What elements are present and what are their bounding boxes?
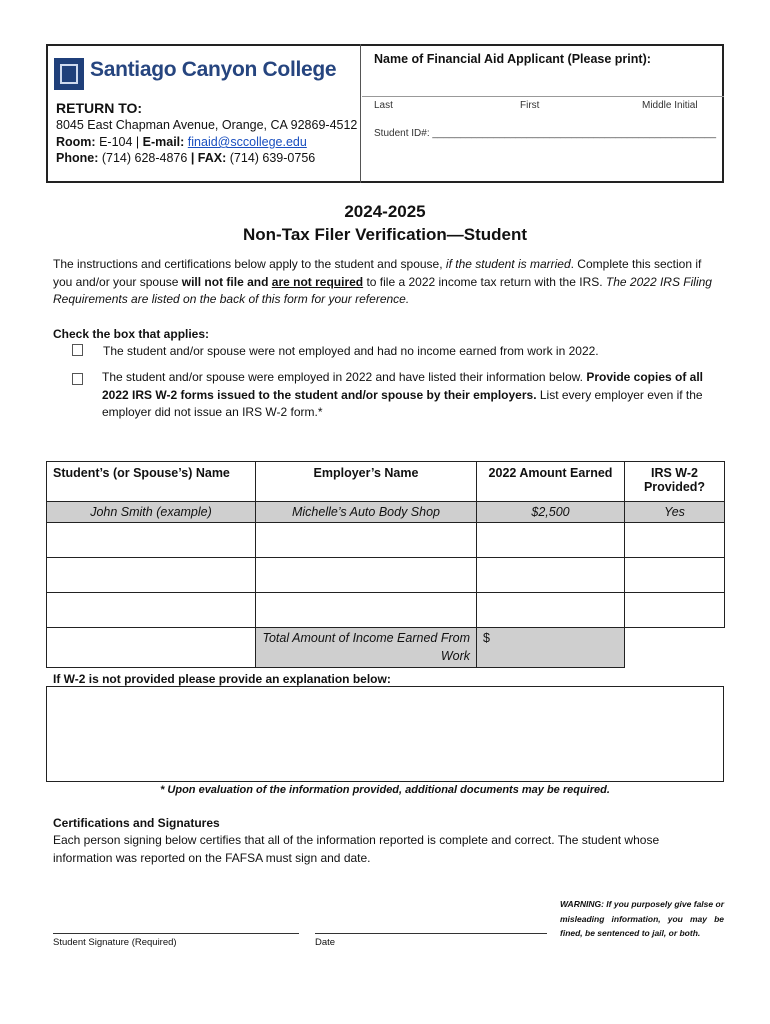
table-header-row [47, 462, 725, 502]
total-row [47, 628, 725, 668]
intro-and: and [243, 274, 272, 289]
college-name: Santiago Canyon College [90, 58, 337, 81]
intro-bold-1: will not file [181, 274, 244, 289]
example-row [47, 502, 725, 523]
room-label: Room: [56, 135, 96, 149]
option-no-income-label: The student and/or spouse were not employed and had no income earned from work in 2022. [103, 344, 599, 358]
total-empty-cell [625, 628, 725, 668]
date-label: Date [315, 937, 336, 948]
fax-label: | FAX: [190, 151, 227, 165]
evaluation-note: * Upon evaluation of the information provided, additional documents may be required. [160, 784, 610, 796]
example-student-name: John Smith (example) [47, 502, 256, 523]
option-employed-start: The student and/or spouse were employed in 2022 and have listed their information below. [102, 370, 587, 384]
col-amount-earned: 2022 Amount Earned [477, 462, 625, 502]
option-employed[interactable] [72, 369, 722, 422]
warning-text: WARNING: If you purposely give false or misleading information, you may be fined, be sentenced to jail, or both. [560, 899, 724, 938]
w2-provided-cell[interactable] [625, 523, 725, 558]
phone-value: (714) 628-4876 [101, 151, 188, 165]
applicant-name-title: Name of Financial Aid Applicant (Please print): [374, 52, 651, 66]
total-currency: $ [483, 631, 490, 645]
intro-text-1: The instructions and certifications below apply to the student and spouse, [53, 257, 446, 271]
form-year: 2024-2025 [344, 202, 426, 221]
student-name-cell[interactable] [47, 558, 256, 593]
intro-italic-3: The 2022 IRS Filing Requirements are listed on the back of this form for your reference. [53, 274, 712, 306]
email-link[interactable]: finaid@sccollege.edu [187, 135, 307, 149]
intro-text-2: . Complete this section if you and/or your spouse [53, 257, 702, 289]
fax-value: (714) 639-0756 [229, 151, 316, 165]
intro-text-3: to file a 2022 income tax return with the IRS. [363, 274, 606, 289]
certifications-text: Each person signing below certifies that all of the information reported is complete and correct. The student whose information was reported on the FAFSA must sign and date. [53, 833, 660, 865]
header-divider [360, 44, 361, 183]
address: 8045 East Chapman Avenue, Orange, CA 92869-4512 [56, 118, 358, 132]
total-blank-cell [47, 628, 256, 668]
table-row [47, 593, 725, 628]
employer-name-cell[interactable] [256, 558, 477, 593]
col-employer-name: Employer’s Name [256, 462, 477, 502]
example-amount: $2,500 [477, 502, 625, 523]
option-employed-bold: Provide copies of all 2022 IRS W-2 forms issued to the student and/or spouse by their employers. [102, 370, 704, 402]
return-to-label: RETURN TO: [56, 100, 143, 116]
total-label: Total Amount of Income Earned From Work [256, 628, 477, 668]
applicant-name-field[interactable] [362, 96, 724, 97]
phone-fax-line [56, 150, 315, 166]
col-student-name: Student’s (or Spouse’s) Name [47, 462, 256, 502]
amount-cell[interactable] [477, 558, 625, 593]
check-heading: Check the box that applies: [53, 327, 210, 341]
option-employed-end: List every employer even if the employer did not issue an IRS W-2 form.* [102, 387, 703, 419]
amount-cell[interactable] [477, 593, 625, 628]
checkbox-employed[interactable] [72, 373, 83, 385]
intro-bold-2: are not required [271, 274, 364, 289]
first-name-label: First [520, 100, 540, 111]
w2-provided-cell[interactable] [625, 593, 725, 628]
example-w2-provided: Yes [625, 502, 725, 523]
checkbox-no-income[interactable] [72, 344, 83, 356]
student-name-cell[interactable] [47, 593, 256, 628]
explanation-prompt: If W-2 is not provided please provide an explanation below: [53, 672, 391, 686]
middle-initial-label: Middle Initial [642, 100, 698, 111]
form-title: Non-Tax Filer Verification—Student [243, 225, 527, 244]
table-row [47, 558, 725, 593]
student-signature-label: Student Signature (Required) [53, 937, 177, 948]
college-logo-icon [54, 58, 84, 90]
student-signature-line[interactable] [53, 933, 299, 934]
option-no-income[interactable] [72, 343, 722, 361]
date-line[interactable] [315, 933, 547, 934]
intro-paragraph [53, 256, 723, 309]
email-label: E-mail: [142, 135, 185, 149]
employer-table [46, 461, 725, 668]
w2-provided-cell[interactable] [625, 558, 725, 593]
last-name-label: Last [374, 100, 393, 111]
example-employer-name: Michelle’s Auto Body Shop [256, 502, 477, 523]
employer-name-cell[interactable] [256, 593, 477, 628]
amount-cell[interactable] [477, 523, 625, 558]
table-row [47, 523, 725, 558]
employer-name-cell[interactable] [256, 523, 477, 558]
col-w2-provided: IRS W-2 Provided? [625, 462, 725, 502]
student-id-field[interactable]: Student ID#: ___________________________________________________ [374, 128, 717, 139]
total-amount-cell[interactable] [477, 628, 625, 668]
certifications-heading: Certifications and Signatures [53, 816, 220, 830]
room-email-line [56, 134, 307, 150]
explanation-textbox[interactable] [46, 686, 724, 782]
option-employed-text [102, 369, 722, 422]
student-name-cell[interactable] [47, 523, 256, 558]
room-value: E-104 | [99, 135, 140, 149]
phone-label: Phone: [56, 151, 99, 165]
intro-italic-1: if the student is married [445, 257, 571, 271]
